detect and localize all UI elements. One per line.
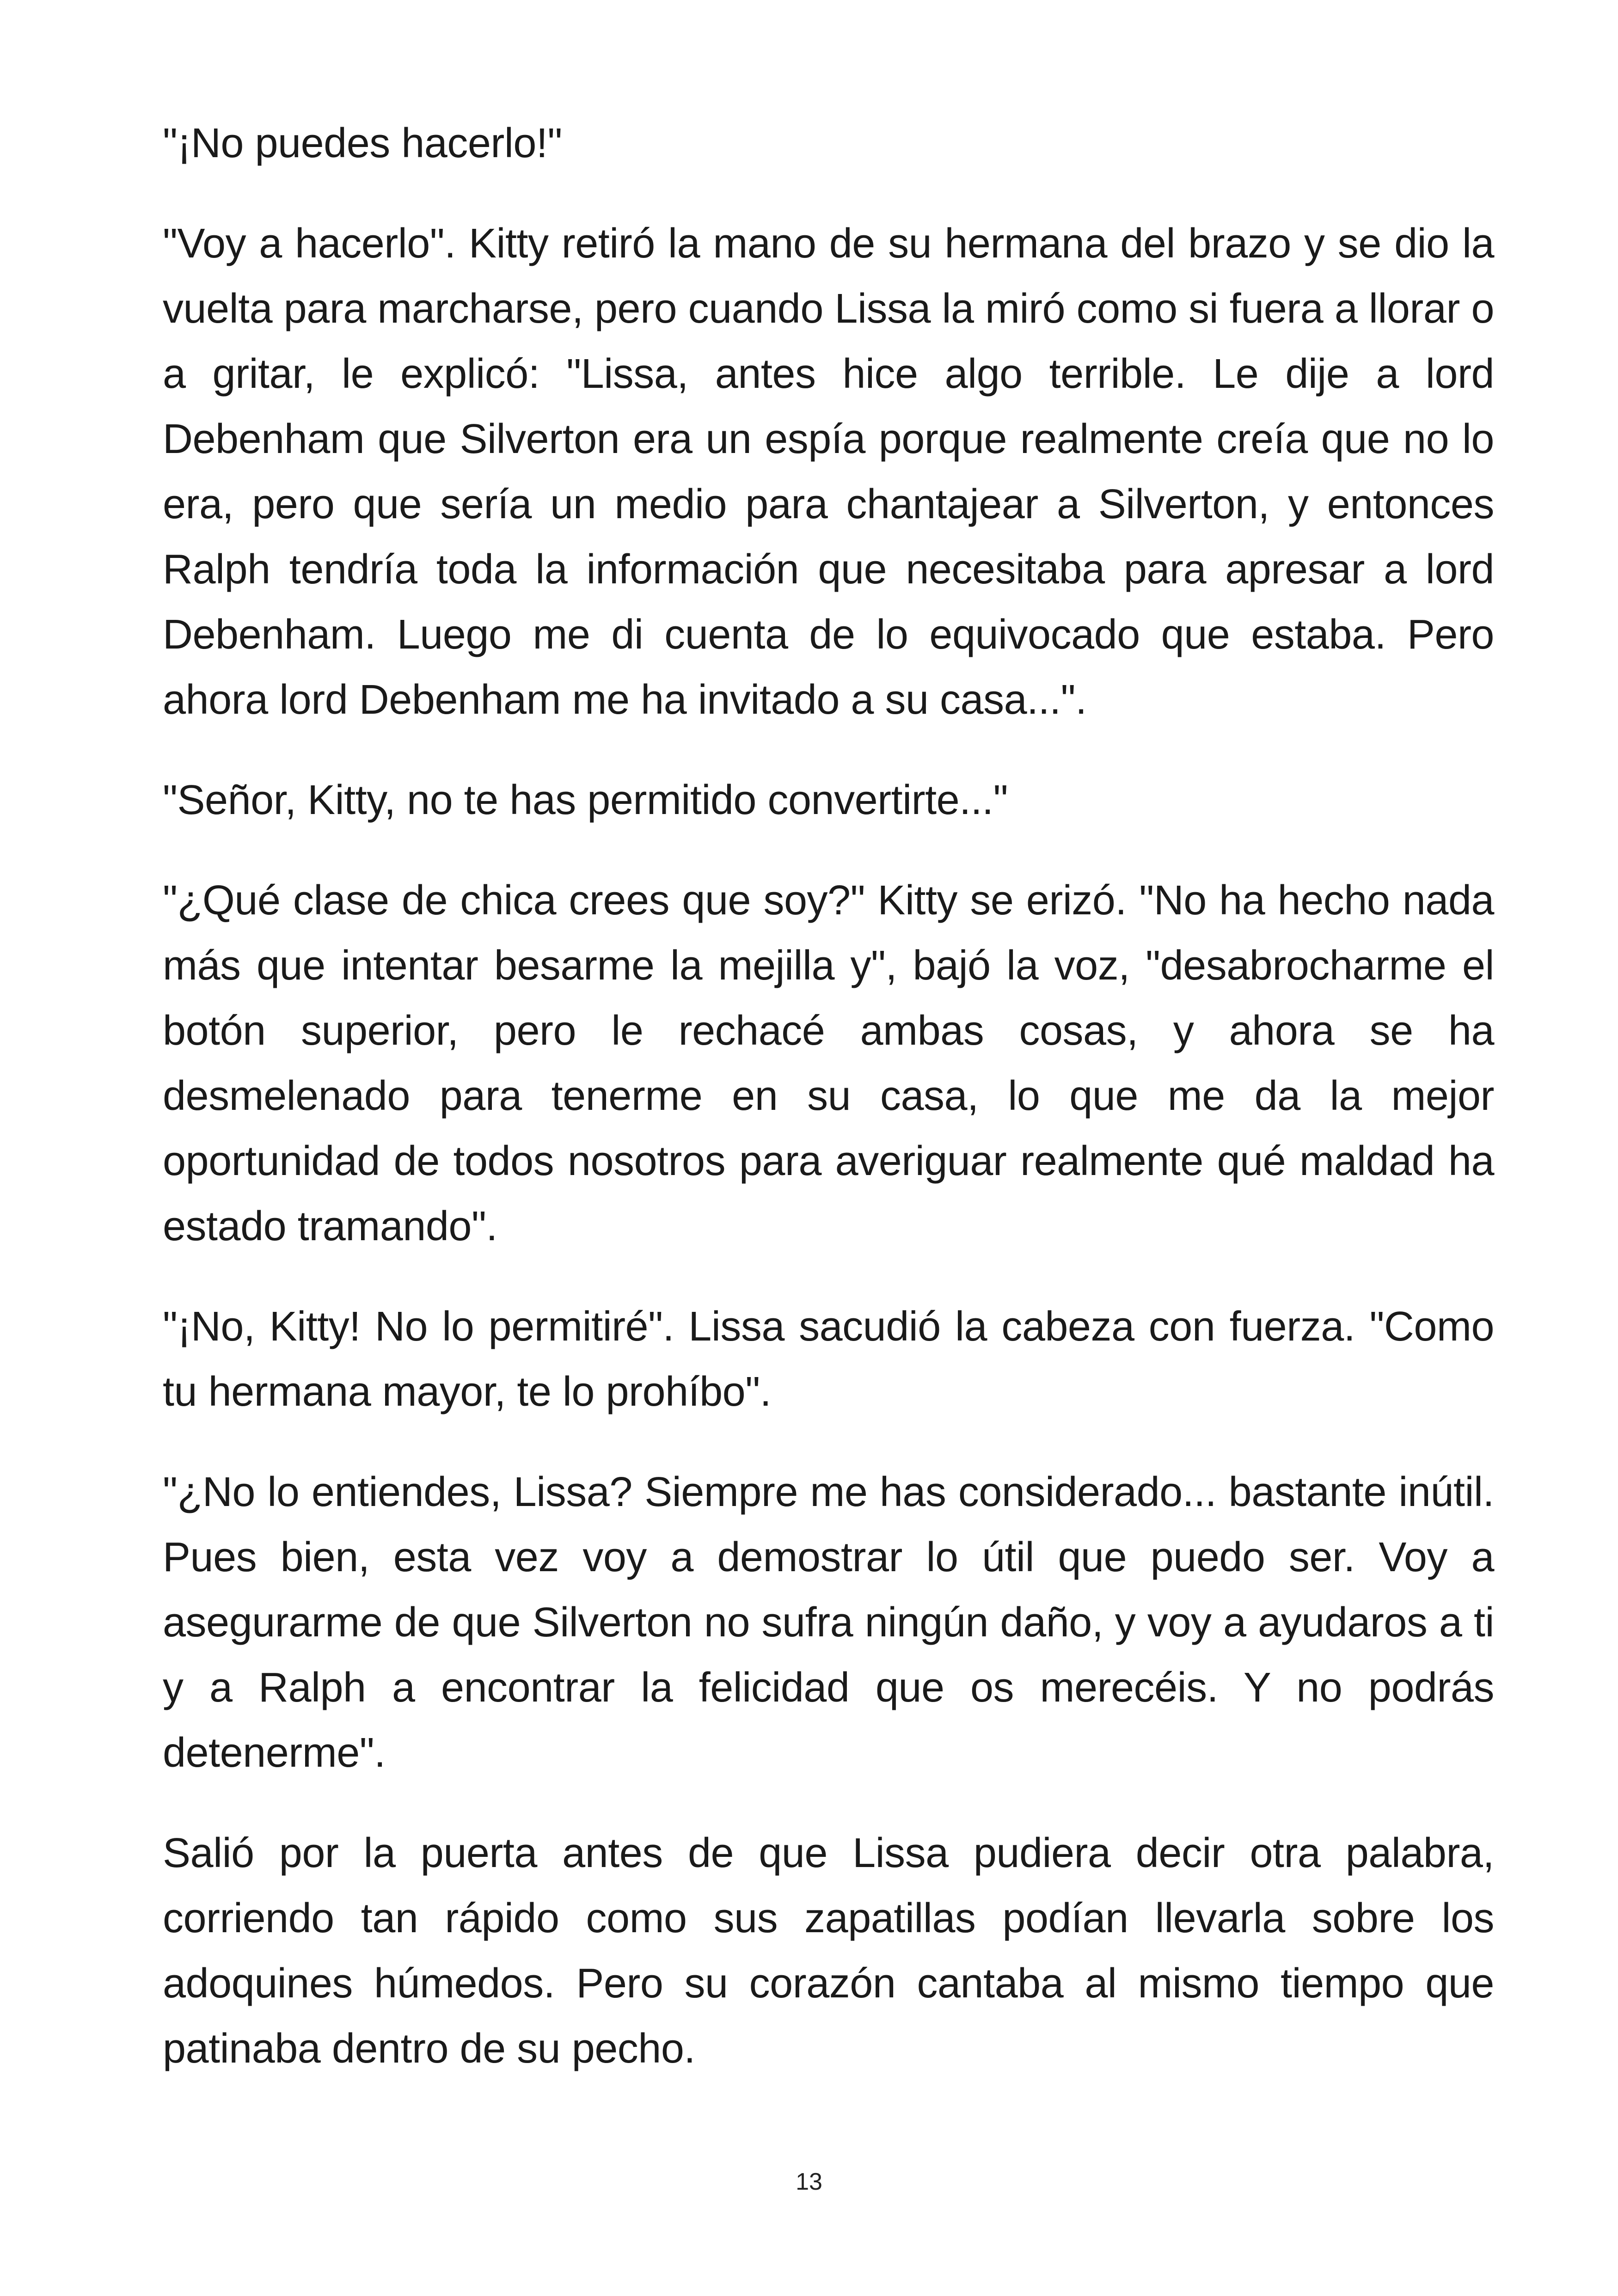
paragraph: "¡No, Kitty! No lo permitiré". Lissa sacudió la cabeza con fuerza. "Como tu hermana mayor, te lo prohíbo". xyxy=(163,1304,1494,1415)
paragraph: "¿No lo entiendes, Lissa? Siempre me has considerado... bastante inútil. Pues bien, esta vez voy a demostrar lo útil que puedo ser. Voy a asegurarme de que Silverton no sufra ningún daño, y voy a ayudaros a ti y a Ralph a encontrar la felicidad que os merecéis. Y no podrás detenerme". xyxy=(163,1469,1494,1776)
paragraph: "¿Qué clase de chica crees que soy?" Kitty se erizó. "No ha hecho nada más que intentar besarme la mejilla y", bajó la voz, "desabrocharme el botón superior, pero le rechacé ambas cosas, y ahora se ha desmelenado para tenerme en su casa, lo que me da la mejor oportunidad de todos nosotros para averiguar realmente qué maldad ha estado tramando". xyxy=(163,877,1494,1249)
page-number: 13 xyxy=(796,2168,822,2195)
paragraph: "¡No puedes hacerlo!" xyxy=(163,120,562,166)
paragraph: Salió por la puerta antes de que Lissa pudiera decir otra palabra, corriendo tan rápido como sus zapatillas podían llevarla sobre los adoquines húmedos. Pero su corazón cantaba al mismo tiempo que patinaba dentro de su pecho. xyxy=(163,1830,1494,2072)
paragraph: "Voy a hacerlo". Kitty retiró la mano de su hermana del brazo y se dio la vuelta para marcharse, pero cuando Lissa la miró como si fuera a llorar o a gritar, le explicó: "Lissa, antes hice algo terrible. Le dije a lord Debenham que Silverton era un espía porque realmente creía que no lo era, pero que sería un medio para chantajear a Silverton, y entonces Ralph tendría toda la información que necesitaba para apresar a lord Debenham. Luego me di cuenta de lo equivocado que estaba. Pero ahora lord Debenham me ha invitado a su casa...". xyxy=(163,220,1494,723)
paragraph: "Señor, Kitty, no te has permitido convertirte..." xyxy=(163,777,1008,823)
body-text xyxy=(163,111,1494,2117)
